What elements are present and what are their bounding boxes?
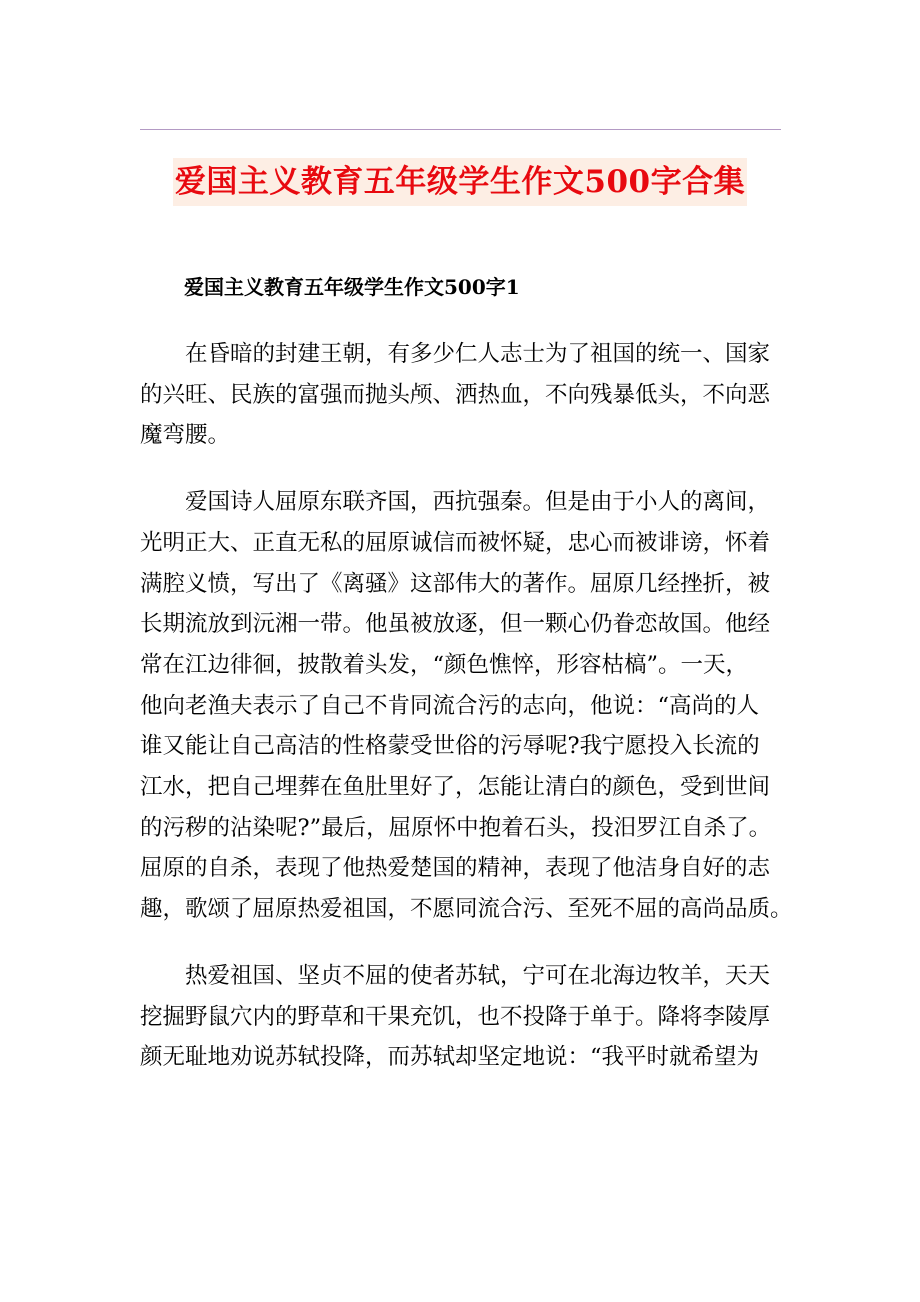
header-rule [140,129,781,130]
text-line: 他向老渔夫表示了自己不肯同流合污的志向，他说：“高尚的人 [140,692,760,719]
text-line: 魔弯腰。 [140,422,231,449]
text-line: 趣，歌颂了屈原热爱祖国，不愿同流合污、至死不屈的高尚品质。 [140,896,793,923]
text-line: 谁又能让自己高洁的性格蒙受世俗的污辱呢?我宁愿投入长流的 [140,733,760,760]
paragraph-3 [140,956,783,1078]
text-line: 光明正大、正直无私的屈原诚信而被怀疑，忠心而被诽谤，怀着 [140,529,771,556]
text-line: 在昏暗的封建王朝，有多少仁人志士为了祖国的统一、国家 [185,341,771,367]
text-line: 热爱祖国、坚贞不屈的使者苏轼，宁可在北海边牧羊，天天 [185,962,771,989]
paragraph-2 [140,482,793,930]
text-line: 常在江边徘徊，披散着头发，“颜色憔悴，形容枯槁”。一天， [140,651,749,678]
text-line: 爱国诗人屈原东联齐国，西抗强秦。但是由于小人的离间， [185,489,771,516]
section-heading: 爱国主义教育五年级学生作文500字1 [184,275,520,299]
text-line: 的兴旺、民族的富强而抛头颅、洒热血，不向残暴低头，不向恶 [140,381,771,408]
text-line: 满腔义愤，写出了《离骚》这部伟大的著作。屈原几经挫折，被 [140,570,771,597]
document-body [140,266,793,1104]
text-line: 的污秽的沾染呢?”最后，屈原怀中抱着石头，投汨罗江自杀了。 [140,814,772,841]
text-line: 长期流放到沅湘一带。他虽被放逐，但一颗心仍眷恋故国。他经 [140,611,771,638]
text-line: 颜无耻地劝说苏轼投降，而苏轼却坚定地说：“我平时就希望为 [140,1044,760,1071]
paragraph-1 [140,334,783,456]
text-line: 屈原的自杀，表现了他热爱楚国的精神，表现了他洁身自好的志 [140,855,771,882]
text-line: 江水，把自己埋葬在鱼肚里好了，怎能让清白的颜色，受到世间 [140,774,771,801]
text-line: 挖掘野鼠穴内的野草和干果充饥，也不投降于单于。降将李陵厚 [140,1003,771,1030]
document-title: 爱国主义教育五年级学生作文500字合集 [173,158,747,206]
title-block [0,158,920,206]
